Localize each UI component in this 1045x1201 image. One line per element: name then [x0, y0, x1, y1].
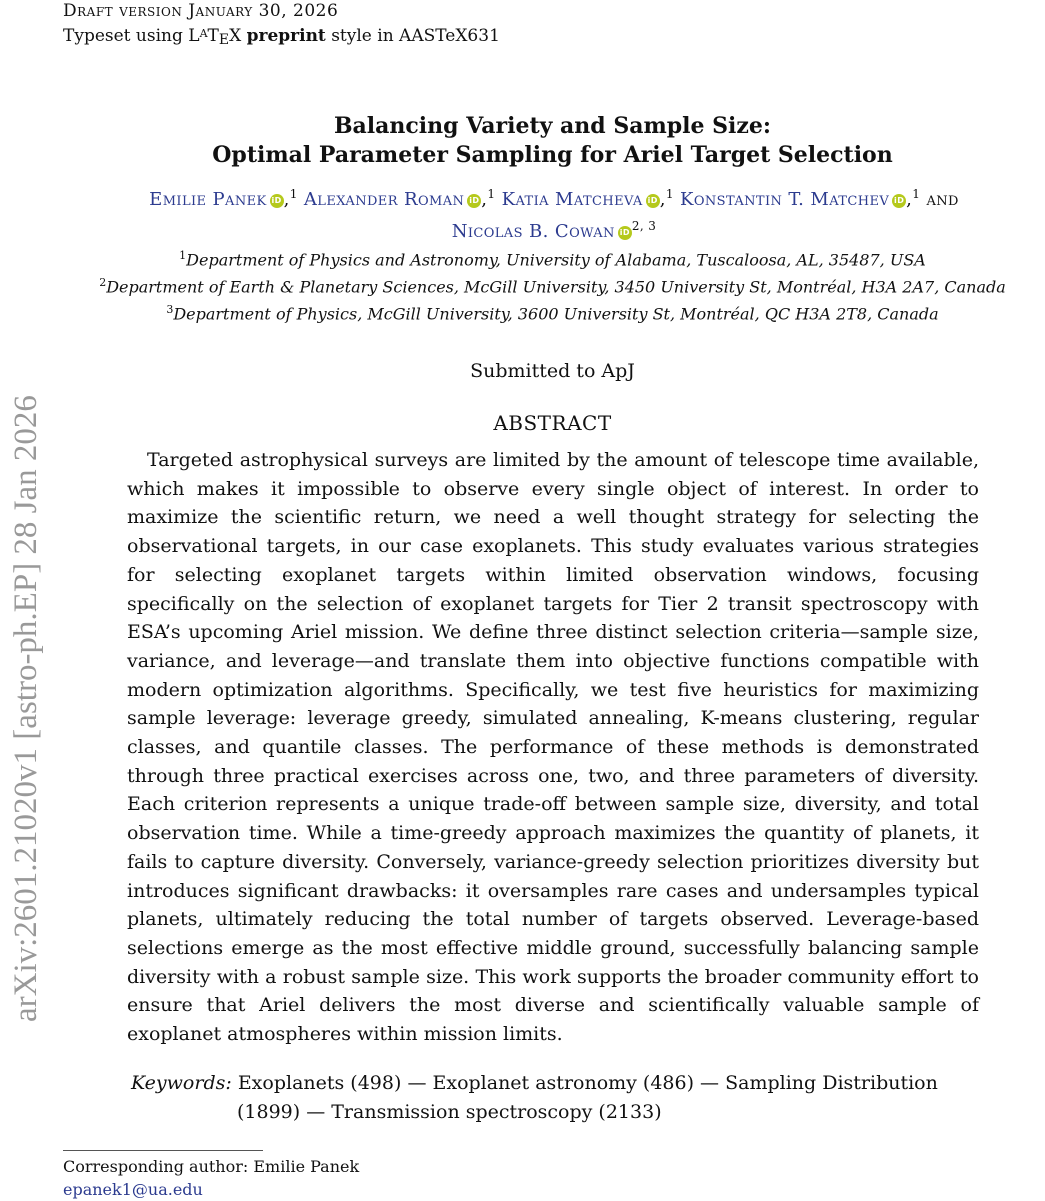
- arxiv-side-stamp: arXiv:2601.21020v1 [astro-ph.EP] 28 Jan 2026: [8, 395, 44, 1022]
- affiliation-text: Department of Physics, McGill University, 3600 University St, Montréal, QC H3A 2T8, Canada: [173, 304, 939, 324]
- footnote-rule: [63, 1150, 263, 1151]
- keywords-line-1: Exoplanets (498) — Exoplanet astronomy (486) — Sampling Distribution: [237, 1072, 938, 1094]
- typeset-line: [63, 24, 500, 50]
- paper-title: [0, 112, 1045, 170]
- typeset-suffix: style in AASTeX631: [331, 26, 500, 46]
- abstract-body: Targeted astrophysical surveys are limited by the amount of telescope time available, which makes it impossible to observe every single object of interest. In order to maximize the scientific return, we need a well thought strategy for selecting the observational targets, in our case exoplanets. This study evaluates various strategies for selecting exoplanet targets within limited observation windows, focusing specifically on the selection of exoplanet targets for Tier 2 transit spectroscopy with ESA’s upcoming Ariel mission. We define three distinct selection criteria—sample size, variance, and leverage—and translate them into objective functions compatible with modern optimization algorithms. Specifically, we test five heuristics for maximizing sample leverage: leverage greedy, simulated annealing, K-means clustering, regular classes, and quantile classes. The performance of these methods is demonstrated through three practical exercises across one, two, and three parameters of diversity. Each criterion represents a unique trade-off between sample size, diversity, and total observation time. While a time-greedy approach maximizes the quantity of planets, it fails to capture diversity. Conversely, variance-greedy selection prioritizes diversity but introduces significant drawbacks: it oversamples rare cases and undersamples typical planets, ultimately reducing the total number of targets observed. Leverage-based selections emerge as the most effective middle ground, successfully balancing sample diversity with a robust sample size. This work supports the broader community effort to ensure that Ariel delivers the most diverse and scientifically valuable sample of exoplanet atmospheres within mission limits.: [127, 449, 979, 1046]
- corresponding-author: Corresponding author: Emilie Panek: [63, 1157, 360, 1176]
- author-affil-ref: 1: [665, 187, 674, 201]
- draft-version-line: Draft version January 30, 2026: [63, 1, 339, 21]
- author-affil-ref: 1: [912, 187, 921, 201]
- affiliation: [0, 272, 1045, 298]
- latex-logo: $L^AT_EX$: [188, 26, 242, 48]
- affiliation-number: 2: [99, 276, 107, 289]
- author-affil-ref: 2, 3: [631, 219, 657, 233]
- orcid-icon[interactable]: iD: [892, 194, 906, 208]
- author-affil-ref: 1: [289, 187, 298, 201]
- typeset-style: preprint: [246, 26, 326, 46]
- affiliation-number: 3: [166, 303, 174, 316]
- affiliation-number: 1: [179, 249, 187, 262]
- affiliation-text: Department of Earth & Planetary Sciences, McGill University, 3450 University St, Montréal, H3A 2A7, Canada: [106, 277, 1006, 297]
- title-line-2: Optimal Parameter Sampling for Ariel Target Selection: [212, 142, 893, 168]
- orcid-icon[interactable]: iD: [646, 194, 660, 208]
- typeset-prefix: Typeset using: [63, 26, 183, 46]
- author-name[interactable]: Emilie Panek: [149, 189, 267, 210]
- orcid-icon[interactable]: iD: [270, 194, 284, 208]
- keywords: [131, 1069, 979, 1127]
- submitted-note: Submitted to ApJ: [470, 360, 635, 382]
- orcid-icon[interactable]: iD: [618, 226, 632, 240]
- and-word: and: [926, 189, 959, 210]
- author-name[interactable]: Konstantin T. Matchev: [679, 189, 890, 210]
- keywords-line-2: (1899) — Transmission spectroscopy (2133): [237, 1101, 662, 1123]
- affiliation-text: Department of Physics and Astronomy, University of Alabama, Tuscaloosa, AL, 35487, USA: [186, 250, 926, 270]
- affiliation: [0, 299, 1045, 325]
- author-name[interactable]: Alexander Roman: [303, 189, 465, 210]
- keywords-label: Keywords:: [131, 1072, 232, 1094]
- author-affil-ref: 1: [487, 187, 496, 201]
- orcid-icon[interactable]: iD: [467, 194, 481, 208]
- title-line-1: Balancing Variety and Sample Size:: [333, 113, 772, 139]
- author-name[interactable]: Nicolas B. Cowan: [451, 221, 615, 242]
- abstract-heading: ABSTRACT: [493, 411, 612, 435]
- author-list: Emilie Panek iD ,$^1$ Alexander Roman iD ,$^1$ Katia Matcheva iD ,$^1$ Konstantin T. Matchev iD ,$^1$ and Nicolas B. Cowan iD $^{2, 3}$: [149, 187, 959, 242]
- author-name[interactable]: Katia Matcheva: [501, 189, 643, 210]
- affiliation: [0, 245, 1045, 271]
- author-email-link[interactable]: epanek1@ua.edu: [63, 1180, 203, 1199]
